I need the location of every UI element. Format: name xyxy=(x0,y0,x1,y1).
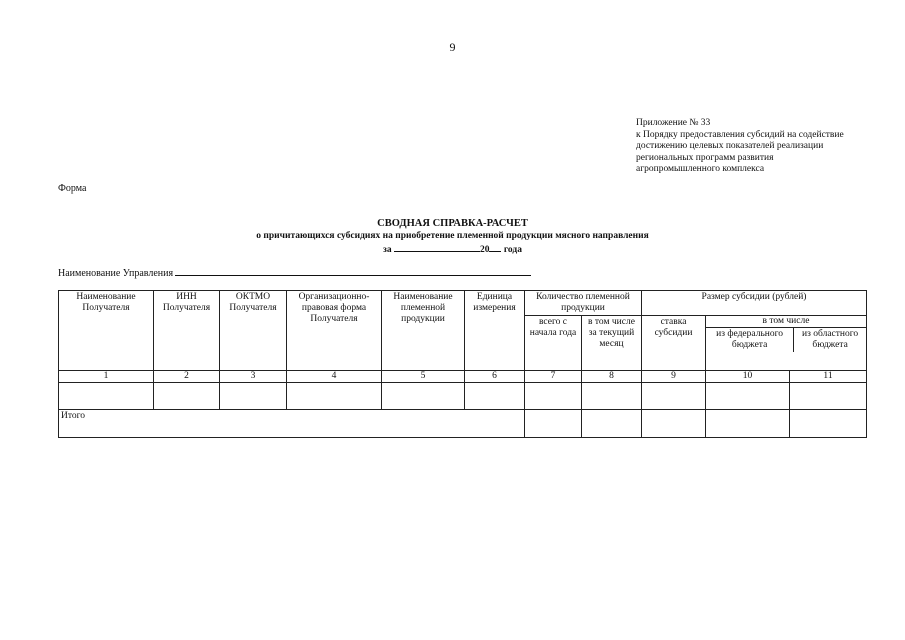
subsidy-table xyxy=(58,290,867,438)
col-number: 1 xyxy=(59,371,154,383)
column-numbers-row xyxy=(59,371,867,383)
cell-empty xyxy=(465,383,525,410)
data-row-empty xyxy=(59,383,867,410)
col-number: 6 xyxy=(465,371,525,383)
cell-empty xyxy=(642,383,706,410)
cell-empty xyxy=(790,383,867,410)
total-row xyxy=(59,410,867,438)
total-label: Итого xyxy=(59,410,525,438)
form-label: Форма xyxy=(58,183,87,194)
header-oktmo: ОКТМО Получателя xyxy=(220,291,287,371)
cell-empty xyxy=(525,383,582,410)
document-period xyxy=(0,242,905,256)
appendix-line: к Порядку предоставления субсидий на содействие xyxy=(636,129,844,140)
header-federal: из федерального бюджета xyxy=(706,328,794,352)
header-recipient-name: Наименование Получателя xyxy=(59,291,154,371)
cell-empty xyxy=(582,410,642,438)
appendix-line: региональных программ развития xyxy=(636,152,774,163)
cell-empty xyxy=(582,383,642,410)
period-year: 20 xyxy=(479,245,490,255)
management-row xyxy=(58,266,531,279)
col-number: 10 xyxy=(706,371,790,383)
cell-empty xyxy=(287,383,382,410)
cell-empty xyxy=(59,383,154,410)
header-row-1 xyxy=(59,291,867,316)
header-unit: Единица измерения xyxy=(465,291,525,371)
appendix-title: Приложение № 33 xyxy=(636,118,711,128)
period-suffix: года xyxy=(503,245,522,255)
col-number: 2 xyxy=(154,371,220,383)
management-label: Наименование Управления xyxy=(58,268,174,279)
header-regional: из областного бюджета xyxy=(802,329,859,350)
header-inn: ИНН Получателя xyxy=(154,291,220,371)
col-number: 4 xyxy=(287,371,382,383)
page-number: 9 xyxy=(449,40,456,54)
management-blank xyxy=(175,266,531,276)
header-quantity-group: Количество племенной продукции xyxy=(525,291,642,316)
cell-empty xyxy=(706,383,790,410)
header-legal-form: Организационно-правовая форма Получателя xyxy=(287,291,382,371)
cell-empty xyxy=(525,410,582,438)
appendix-block xyxy=(636,118,896,176)
col-number: 5 xyxy=(382,371,465,383)
col-number: 11 xyxy=(790,371,867,383)
cell-empty xyxy=(382,383,465,410)
cell-empty xyxy=(220,383,287,410)
header-product-name: Наименование племенной продукции xyxy=(382,291,465,371)
col-number: 3 xyxy=(220,371,287,383)
col-number: 8 xyxy=(582,371,642,383)
header-incl: в том числе xyxy=(706,316,866,328)
cell-empty xyxy=(706,410,790,438)
header-subsidy-group: Размер субсидии (рублей) xyxy=(642,291,867,316)
period-prefix: за xyxy=(383,245,392,255)
header-rate xyxy=(642,316,706,371)
header-rate-label: ставка субсидии xyxy=(654,317,693,338)
document-title-block xyxy=(0,217,905,256)
header-incl-cell xyxy=(706,316,867,371)
period-year-blank xyxy=(489,242,501,252)
cell-empty xyxy=(154,383,220,410)
col-number: 7 xyxy=(525,371,582,383)
header-qty-total: всего с начала года xyxy=(525,316,582,371)
document-title: СВОДНАЯ СПРАВКА-РАСЧЕТ xyxy=(377,218,528,229)
cell-empty xyxy=(790,410,867,438)
appendix-line: агропромышленного комплекса xyxy=(636,164,765,174)
appendix-line: достижению целевых показателей реализации xyxy=(636,141,824,151)
col-number: 9 xyxy=(642,371,706,383)
header-budget-split xyxy=(706,328,866,352)
header-qty-month: в том числе за текущий месяц xyxy=(582,316,642,371)
period-blank xyxy=(394,242,480,252)
cell-empty xyxy=(642,410,706,438)
document-subtitle: о причитающихся субсидиях на приобретение племенной продукции мясного направления xyxy=(256,231,649,241)
